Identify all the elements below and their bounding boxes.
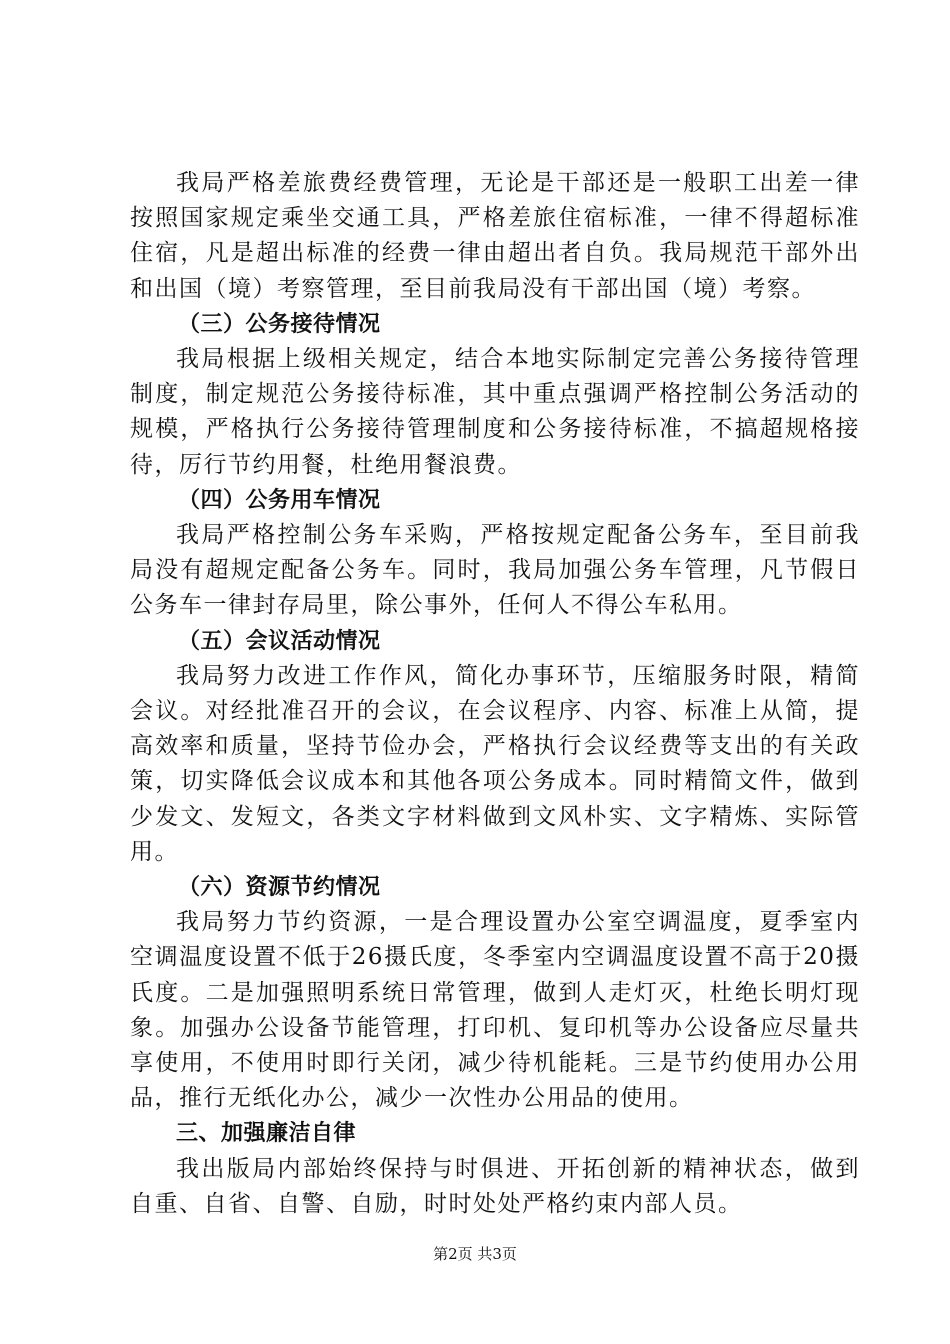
paragraph-meetings: 我局努力改进工作作风，简化办事环节，压缩服务时限，精简会议。对经批准召开的会议，在会议程序、内容、标准上从简，提高效率和质量，坚持节俭办会，严格执行会议经费等支出的有关政策，切实降低会议成本和其他各项公务成本。同时精简文件，做到少发文、发短文，各类文字材料做到文风朴实、文字精炼、实际管用。 bbox=[130, 662, 860, 865]
page-number-footer: 第2页 共3页 bbox=[433, 1245, 517, 1263]
paragraph-official-vehicles: 我局严格控制公务车采购，严格按规定配备公务车，至目前我局没有超规定配备公务车。同时，我局加强公务车管理，凡节假日公务车一律封存局里，除公事外，任何人不得公车私用。 bbox=[130, 522, 860, 619]
heading-integrity: 三、加强廉洁自律 bbox=[176, 1121, 357, 1147]
paragraph-resource-saving: 我局努力节约资源，一是合理设置办公室空调温度，夏季室内空调温度设置不低于26摄氏度，冬季室内空调温度设置不高于20摄氏度。二是加强照明系统日常管理，做到人走灯灭，杜绝长明灯现象。加强办公设备节能管理，打印机、复印机等办公设备应尽量共享使用，不使用时即行关闭，减少待机能耗。三是节约使用办公用品，推行无纸化办公，减少一次性办公用品的使用。 bbox=[130, 909, 860, 1112]
heading-meetings: （五）会议活动情况 bbox=[178, 628, 381, 654]
document-body bbox=[130, 166, 860, 1222]
paragraph-official-reception: 我局根据上级相关规定，结合本地实际制定完善公务接待管理制度，制定规范公务接待标准，其中重点强调严格控制公务活动的规模，严格执行公务接待管理制度和公务接待标准，不搞超规格接待，厉行节约用餐，杜绝用餐浪费。 bbox=[130, 346, 860, 478]
heading-official-vehicles: （四）公务用车情况 bbox=[178, 487, 381, 513]
heading-resource-saving: （六）资源节约情况 bbox=[178, 875, 381, 901]
paragraph-integrity: 我出版局内部始终保持与时俱进、开拓创新的精神状态，做到自重、自省、自警、自励，时时处处严格约束内部人员。 bbox=[130, 1155, 860, 1217]
heading-official-reception: （三）公务接待情况 bbox=[178, 311, 381, 337]
paragraph-travel-expenses: 我局严格差旅费经费管理，无论是干部还是一般职工出差一律按照国家规定乘坐交通工具，严格差旅住宿标准，一律不得超标准住宿，凡是超出标准的经费一律由超出者自负。我局规范干部外出和出国（境）考察管理，至目前我局没有干部出国（境）考察。 bbox=[130, 170, 860, 302]
